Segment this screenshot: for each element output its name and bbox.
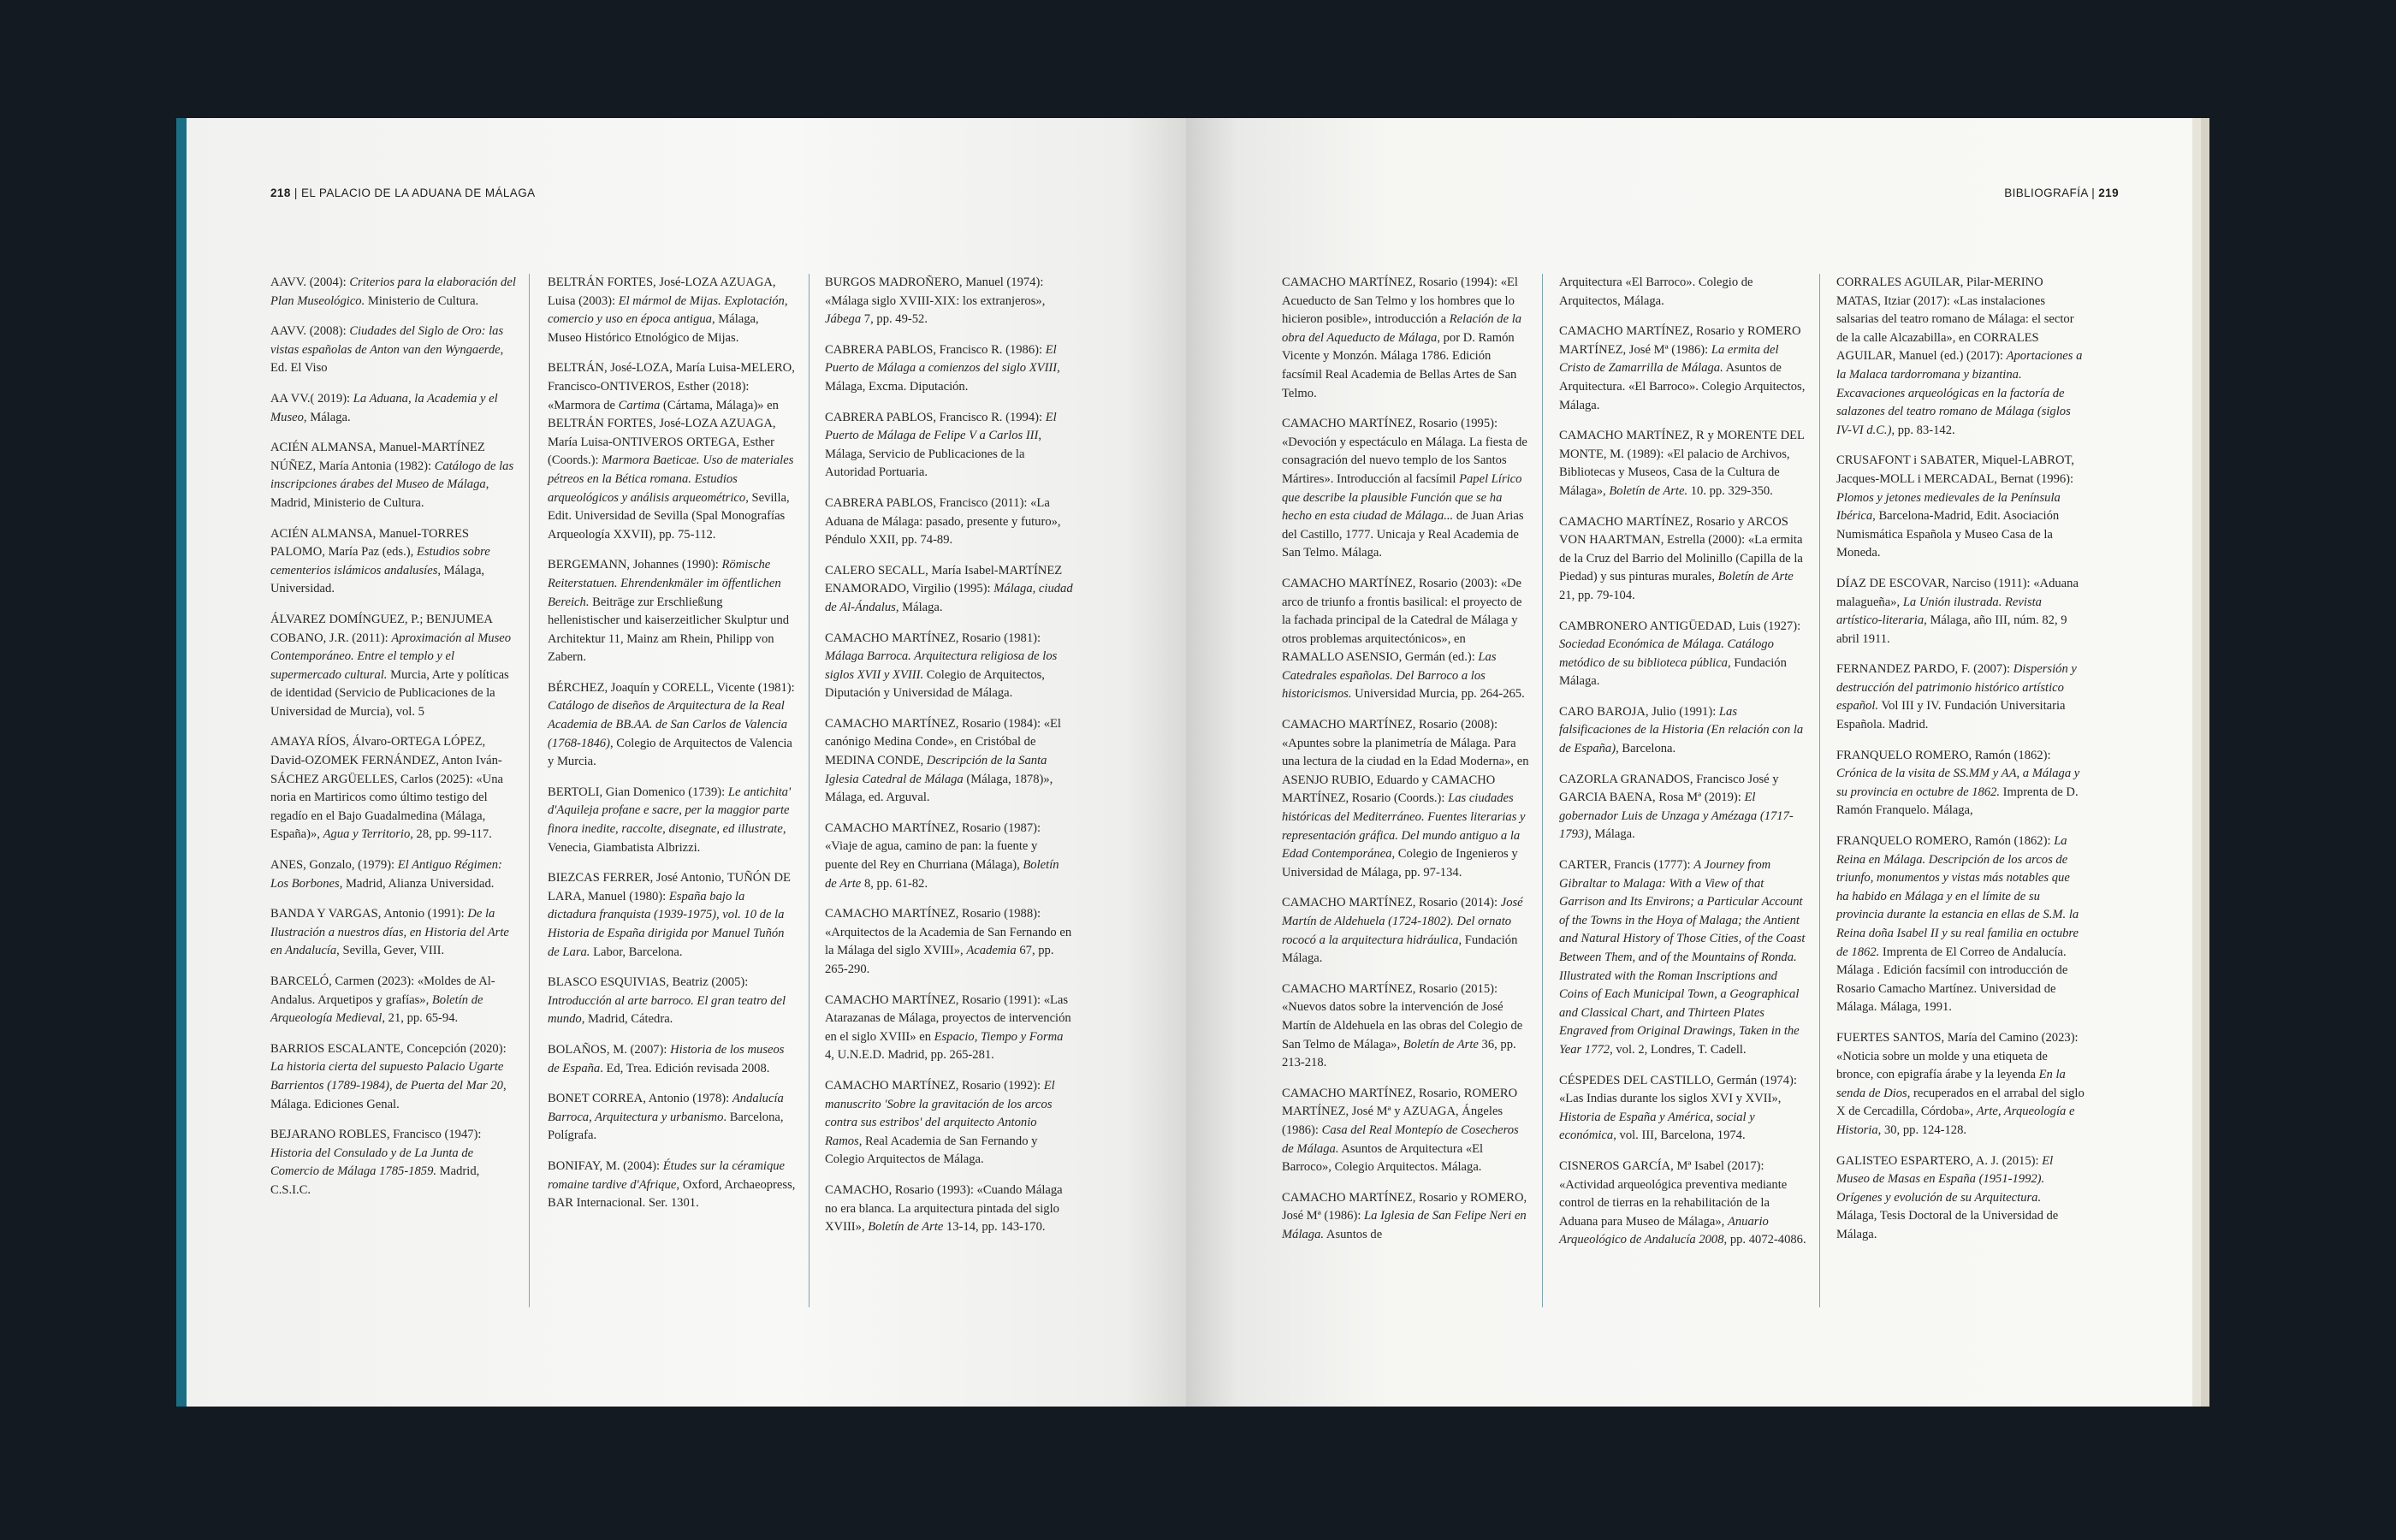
entry-text: CAMACHO MARTÍNEZ, Rosario (1992): xyxy=(825,1078,1044,1093)
bibliography-entry xyxy=(1836,575,2085,649)
entry-text: . Ed, Trea. Edición revisada 2008. xyxy=(600,1061,770,1075)
bibliography-entry xyxy=(548,869,796,962)
entry-text: , pp. 83-142. xyxy=(1891,423,1955,437)
entry-title: Las ciudades históricas del Mediterráneo. Fuentes literarias y representación gráfica. Del mundo antiguo a la Edad Contemporánea xyxy=(1282,791,1526,862)
entry-text: , 21, pp. 65-94. xyxy=(382,1011,459,1026)
bibliography-entry xyxy=(1559,274,1807,311)
bibliography-entry xyxy=(825,992,1073,1065)
column-rule xyxy=(1819,274,1820,1307)
entry-text: CAMACHO MARTÍNEZ, Rosario y ARCOS VON HAARTMAN, Estrella (2000): «La ermita de la Cruz del Barrio del Molinillo (Capilla de la Piedad) y sus pinturas murales, xyxy=(1559,514,1803,584)
entry-text: CAMACHO MARTÍNEZ, Rosario (2003): «De arco de triunfo a frontis basilical: el proyecto de la fachada principal de la Catedral de Málaga y otros problemas arquitectónicos», en RAMALLO ASENSIO, Germán (ed.): xyxy=(1282,576,1522,665)
entry-text: , Sevilla, Gever, VIII. xyxy=(336,944,445,958)
entry-title: Historia de los museos de España xyxy=(548,1042,785,1075)
bibliography-entry xyxy=(270,525,519,599)
entry-text: CABRERA PABLOS, Francisco R. (1986): xyxy=(825,342,1046,357)
entry-text: , Real Academia de San Fernando y Colegio Arquitectos de Málaga. xyxy=(825,1134,1038,1167)
entry-text: 8, pp. 61-82. xyxy=(861,876,928,891)
entry-title: Jábega xyxy=(825,312,862,327)
entry-title: Aproximación al Museo Contemporáneo. Entre el templo y el supermercado cultural. xyxy=(270,631,512,682)
entry-title: Boletín de Arte xyxy=(1717,570,1794,584)
entry-text: CAMACHO MARTÍNEZ, Rosario (1987): «Viaje de agua, camino de pan: la fuente y puente del Rey en Churriana (Málaga), xyxy=(825,820,1041,873)
entry-text: CAMACHO MARTÍNEZ, Rosario (1991): «Las Atarazanas de Málaga, proyectos de intervención en el siglo XVIII» en xyxy=(825,992,1071,1044)
entry-title: La ermita del Cristo de Zamarrilla de Málaga. xyxy=(1559,342,1779,376)
entry-text: AAVV. (2008): xyxy=(270,324,350,339)
entry-text: CAMACHO MARTÍNEZ, Rosario (2015): «Nuevos datos sobre la intervención de José Martín de Aldehuela en las obras del Colegio de San Telmo de Málaga», xyxy=(1282,981,1523,1051)
entry-text: 67, pp. 265-290. xyxy=(825,944,1054,976)
entry-text: . Barcelona, Polígrafa. xyxy=(548,1110,784,1143)
entry-text: CRUSAFONT i SABATER, Miquel-LABROT, Jacques-MOLL i MERCADAL, Bernat (1996): xyxy=(1836,453,2074,486)
bibliography-entry xyxy=(825,495,1073,550)
left-running-header xyxy=(270,187,536,199)
bibliography-column xyxy=(825,274,1073,1249)
entry-text: Málaga, Tesis Doctoral de la Universidad de Málaga. xyxy=(1836,1209,2059,1241)
column-rule xyxy=(1542,274,1543,1307)
bibliography-entry xyxy=(1559,427,1807,500)
book-spread xyxy=(176,118,2209,1407)
entry-title: Estudios sobre cementerios islámicos andalusíes xyxy=(270,545,490,578)
entry-text: ACIÉN ALMANSA, Manuel-TORRES PALOMO, María Paz (eds.), xyxy=(270,526,470,560)
bibliography-entry xyxy=(548,359,796,544)
entry-text: BOLAÑOS, M. (2007): xyxy=(548,1042,671,1057)
bibliography-column xyxy=(1282,274,1530,1257)
bibliography-entry xyxy=(548,974,796,1029)
entry-title: España bajo la dictadura franquista (1939-1975), vol. 10 de la Historia de España dirigida por Manuel Tuñón de Lara. xyxy=(548,889,785,959)
bibliography-entry xyxy=(548,274,796,347)
bibliography-entry xyxy=(1282,1085,1530,1177)
bibliography-entry xyxy=(1559,618,1807,691)
entry-text: Madrid, C.S.I.C. xyxy=(270,1164,480,1197)
entry-text: CAMACHO, Rosario (1993): «Cuando Málaga no era blanca. La arquitectura pintada del siglo XVIII», xyxy=(825,1182,1063,1235)
bibliography-entry xyxy=(270,439,519,512)
entry-text: BÉRCHEZ, Joaquín y CORELL, Vicente (1981): xyxy=(548,680,795,695)
entry-text: CAMACHO MARTÍNEZ, Rosario (2008): «Apuntes sobre la planimetría de Málaga. Para una lectura de la ciudad en la Edad Moderna», en ASENJO RUBIO, Eduardo y CAMACHO MARTÍNEZ, Rosario (Coords.): xyxy=(1282,718,1529,806)
entry-text: , Madrid, Alianza Universidad. xyxy=(339,876,495,891)
bibliography-entry xyxy=(1559,703,1807,759)
entry-text: BLASCO ESQUIVIAS, Beatriz (2005): xyxy=(548,975,749,990)
bibliography-entry xyxy=(825,409,1073,483)
entry-text: BERGEMANN, Johannes (1990): xyxy=(548,558,722,572)
entry-text: Murcia, Arte y políticas de identidad (Servicio de Publicaciones de la Universidad de Murcia), vol. 5 xyxy=(270,667,509,719)
entry-text: CAZORLA GRANADOS, Francisco José y GARCIA BAENA, Rosa Mª (2019): xyxy=(1559,772,1779,805)
bibliography-entry xyxy=(270,323,519,378)
bibliography-entry xyxy=(1282,716,1530,882)
bibliography-entry xyxy=(825,1182,1073,1237)
entry-text: , Fundación Málaga. xyxy=(1282,933,1518,966)
bibliography-entry xyxy=(1282,415,1530,563)
entry-text: Arquitectura «El Barroco». Colegio de Arquitectos, Málaga. xyxy=(1559,275,1753,308)
bibliography-entry xyxy=(1559,1158,1807,1250)
bibliography-entry xyxy=(548,1090,796,1146)
entry-title: Boletín de Arte xyxy=(825,858,1059,891)
entry-title: El Puerto de Málaga de Felipe V a Carlos III xyxy=(825,410,1057,443)
bibliography-entry xyxy=(548,784,796,857)
entry-text: BELTRÁN, José-LOZA, María Luisa-MELERO, Francisco-ONTIVEROS, Esther (2018): «Marmora de xyxy=(548,361,795,412)
entry-text: , Barcelona-Madrid, Edit. Asociación Numismática Española y Museo Casa de la Moneda. xyxy=(1836,509,2060,560)
entry-title: Boletín de Arte xyxy=(1403,1037,1479,1051)
entry-title: Málaga, ciudad de Al-Ándalus xyxy=(825,582,1073,614)
bibliography-entry xyxy=(270,1040,519,1114)
bibliography-entry xyxy=(548,556,796,667)
entry-text: , por D. Ramón Vicente y Monzón. Málaga 1786. Edición facsímil Real Academia de Bellas Artes de San Telmo. xyxy=(1282,330,1517,400)
entry-text: CAMACHO MARTÍNEZ, Rosario (1988): «Arquitectos de la Academia de San Fernando en la Málaga del siglo XVIII», xyxy=(825,907,1072,958)
entry-text: , Málaga, Universidad. xyxy=(270,563,485,596)
header-separator: | xyxy=(294,187,298,199)
entry-text: , Málaga, año III, núm. 82, 9 abril 1911. xyxy=(1836,613,2067,646)
bibliography-entry xyxy=(825,1077,1073,1170)
bibliography-entry xyxy=(548,1041,796,1078)
entry-text: CAMBRONERO ANTIGÜEDAD, Luis (1927): xyxy=(1559,619,1801,633)
bibliography-column xyxy=(548,274,796,1225)
entry-text: , Málaga. Ediciones Genal. xyxy=(270,1078,507,1111)
entry-text: , 30, pp. 124-128. xyxy=(1877,1122,1967,1137)
entry-title: Criterios para la elaboración del Plan Museológico. xyxy=(270,275,516,308)
entry-text: ANES, Gonzalo, (1979): xyxy=(270,858,398,873)
entry-text: , Málaga, Excma. Diputación. xyxy=(825,361,1060,394)
bibliography-entry xyxy=(270,274,519,311)
bibliography-entry xyxy=(270,1126,519,1199)
bibliography-column xyxy=(1559,274,1807,1262)
entry-title: Plomos y jetones medievales de la Península Ibérica xyxy=(1836,490,2061,524)
bibliography-entry xyxy=(825,341,1073,397)
entry-text: GALISTEO ESPARTERO, A. J. (2015): xyxy=(1836,1153,2043,1168)
entry-text: , Málaga, Museo Histórico Etnológico de Mijas. xyxy=(548,312,759,345)
entry-text: CAMACHO MARTÍNEZ, Rosario (1995): «Devoción y espectáculo en Málaga. La fiesta de consagración del nuevo templo de los Santos Mártires». Introducción al facsímil xyxy=(1282,417,1527,486)
entry-title: Catálogo de las inscripciones árabes del Museo de Málaga xyxy=(270,459,514,492)
entry-text: 10. pp. 329-350. xyxy=(1687,483,1773,498)
bibliography-entry xyxy=(1282,1189,1530,1245)
entry-title: Academia xyxy=(966,944,1017,958)
entry-text: CAMACHO MARTÍNEZ, Rosario (1984): «El canónigo Medina Conde», en Cristóbal de MEDINA CONDE, xyxy=(825,716,1061,768)
entry-title: El Museo de Masas en España (1951-1992). Orígenes y evolución de su Arquitectura. xyxy=(1836,1153,2054,1205)
entry-text: BURGOS MADROÑERO, Manuel (1974): «Málaga siglo XVIII-XIX: los extranjeros», xyxy=(825,275,1046,308)
entry-text: FRANQUELO ROMERO, Ramón (1862): xyxy=(1836,834,2055,849)
entry-title: Historia del Consulado y de La Junta de Comercio de Málaga 1785-1859. xyxy=(270,1146,474,1179)
bibliography-entry xyxy=(1282,894,1530,968)
entry-title: La Aduana, la Academia y el Museo xyxy=(270,391,498,424)
right-running-header xyxy=(2004,187,2119,199)
entry-title: Dispersión y destrucción del patrimonio histórico artístico español. xyxy=(1836,662,2077,714)
entry-title: Crónica de la visita de SS.MM y AA, a Málaga y su provincia en octubre de 1862. xyxy=(1836,767,2080,799)
entry-text: , Fundación Málaga. xyxy=(1559,655,1787,689)
entry-text: ÁLVAREZ DOMÍNGUEZ, P.; BENJUMEA COBANO, J.R. (2011): xyxy=(270,612,493,645)
entry-text: , Barcelona. xyxy=(1616,742,1676,756)
entry-title: Málaga Barroca. Arquitectura religiosa de los siglos XVII y XVIII. xyxy=(825,649,1058,682)
bibliography-entry xyxy=(1282,575,1530,704)
bibliography-entry xyxy=(1559,771,1807,844)
entry-title: Andalucía Barroca, Arquitectura y urbanismo xyxy=(548,1092,784,1124)
cover-board-edge xyxy=(2201,118,2209,1407)
entry-text: 36, pp. 213-218. xyxy=(1282,1037,1516,1070)
entry-title: Descripción de la Santa Iglesia Catedral de Málaga xyxy=(825,754,1047,786)
entry-title: El manuscrito 'Sobre la gravitación de los arcos contra sus estribos' del arquitecto Antonio Ramos xyxy=(825,1078,1055,1148)
entry-text: BONET CORREA, Antonio (1978): xyxy=(548,1092,732,1106)
entry-title: En la senda de Dios xyxy=(1836,1068,2066,1100)
entry-title: Las falsificaciones de la Historia (En relación con la de España) xyxy=(1559,704,1804,756)
entry-text: CORRALES AGUILAR, Pilar-MERINO MATAS, Itziar (2017): «Las instalaciones salsarias del teatro romano de Málaga: el sector de la calle Alcazabilla», en CORRALES AGUILAR, Manuel (ed.) (2017): xyxy=(1836,275,2074,364)
entry-text: CABRERA PABLOS, Francisco (2011): «La Aduana de Málaga: pasado, presente y futuro», Péndulo XXII, pp. 74-89. xyxy=(825,495,1061,548)
entry-title: Las Catedrales españolas. Del Barroco a los historicismos. xyxy=(1282,650,1497,702)
left-page xyxy=(176,118,1186,1407)
entry-title: Anuario Arqueológico de Andalucía 2008 xyxy=(1559,1214,1769,1247)
entry-text: FUERTES SANTOS, María del Camino (2023): «Noticia sobre un molde y una etiqueta de bronce, con epigrafía árabe y la leyenda xyxy=(1836,1030,2079,1082)
bibliography-entry xyxy=(1836,1029,2085,1140)
entry-text: de Juan Arias del Castillo, 1777. Unicaja y Real Academia de San Telmo. Málaga. xyxy=(1282,509,1524,560)
entry-text: , Colegio de Ingenieros y Universidad de Málaga, pp. 97-134. xyxy=(1282,847,1518,880)
entry-text: , vol. III, Barcelona, 1974. xyxy=(1613,1128,1746,1143)
entry-text: (Cártama, Málaga)» en BELTRÁN FORTES, José-LOZA AZUAGA, María Luisa-ONTIVEROS ORTEGA, Esther (Coords.): xyxy=(548,398,779,468)
bibliography-entry xyxy=(270,733,519,844)
entry-title: Sociedad Económica de Málaga. Catálogo metódico de su biblioteca pública xyxy=(1559,637,1774,670)
entry-text: Imprenta de D. Ramón Franquelo. Málaga, xyxy=(1836,785,2079,818)
entry-title: El Antiguo Régimen: Los Borbones xyxy=(270,858,502,891)
entry-title: Le antichita' d'Aquileja profane e sacre, per la maggior parte finora inedite, raccolte, disegnate, ed illustrate xyxy=(548,785,792,837)
entry-text: CALERO SECALL, María Isabel-MARTÍNEZ ENAMORADO, Virgilio (1995): xyxy=(825,563,1063,596)
entry-title: Catálogo de diseños de Arquitectura de la Real Academia de BB.AA. de San Carlos de Valencia (1768-1846) xyxy=(548,699,788,750)
bibliography-entry xyxy=(270,611,519,722)
entry-title: La Unión ilustrada. Revista artístico-literaria xyxy=(1836,595,2042,628)
entry-title: Arte, Arqueología e Historia xyxy=(1836,1105,2075,1137)
bibliography-entry xyxy=(825,715,1073,808)
bibliography-entry xyxy=(1559,856,1807,1060)
bibliography-entry xyxy=(825,820,1073,893)
entry-text: Beiträge zur Erschließung hellenistischer und kaiserzeitlicher Skulptur und Architektur 11, Mainz am Rhein, Philipp von Zabern. xyxy=(548,595,790,665)
header-separator: | xyxy=(2091,187,2096,199)
entry-text: BERTOLI, Gian Domenico (1739): xyxy=(548,785,728,799)
entry-text: 13-14, pp. 143-170. xyxy=(943,1220,1046,1235)
bibliography-entry xyxy=(270,905,519,961)
column-rule xyxy=(809,274,810,1307)
entry-text: , vol. 2, Londres, T. Cadell. xyxy=(1610,1042,1747,1057)
entry-text: FRANQUELO ROMERO, Ramón (1862): xyxy=(1836,748,2051,762)
entry-text: , Ed. El Viso xyxy=(270,342,504,376)
bibliography-entry xyxy=(270,856,519,893)
entry-text: BIEZCAS FERRER, José Antonio, TUÑÓN DE LARA, Manuel (1980): xyxy=(548,871,791,903)
page-block-edge xyxy=(2192,118,2201,1407)
entry-text: FERNANDEZ PARDO, F. (2007): xyxy=(1836,662,2013,677)
entry-title: Boletín de Arte xyxy=(868,1220,944,1235)
entry-text: BELTRÁN FORTES, José-LOZA AZUAGA, Luisa (2003): xyxy=(548,275,776,308)
entry-title: Boletín de Arte. xyxy=(1609,483,1688,498)
bibliography-entry xyxy=(270,973,519,1028)
entry-text: 21, pp. 79-104. xyxy=(1559,588,1635,602)
bibliography-entry xyxy=(825,630,1073,703)
entry-title: Introducción al arte barroco. El gran teatro del mundo xyxy=(548,993,786,1027)
column-rule xyxy=(529,274,530,1307)
entry-title: A Journey from Gibraltar to Malaga: With a View of that Garrison and Its Environs; a Particular Account of the Towns in the Hoya of Malaga; the Antient and Natural History of Those Cities, of the Coast Between Them, and of the Mountains of Ronda. Illustrated with the Roman Inscriptions and Coins of Each Municipal Town, a Geographical and Classical Chart, and Thirteen Plates Engraved from Original Drawings, Taken in the Year 1772 xyxy=(1559,858,1806,1057)
bibliography-entry xyxy=(1559,513,1807,606)
right-page-number: 219 xyxy=(2098,187,2119,199)
entry-text: Labor, Barcelona. xyxy=(590,945,683,959)
entry-text: , recuperados en el arrabal del siglo X de Cercadilla, Córdoba», xyxy=(1836,1086,2085,1119)
bibliography-column xyxy=(270,274,519,1212)
entry-text: (Málaga, 1878)», Málaga, ed. Arguval. xyxy=(825,772,1053,805)
entry-text: BARRIOS ESCALANTE, Concepción (2020): xyxy=(270,1041,507,1056)
entry-title: Cartima xyxy=(618,398,661,412)
bibliography-entry xyxy=(1836,452,2085,563)
left-header-title: EL PALACIO DE LA ADUANA DE MÁLAGA xyxy=(300,187,536,199)
entry-text: AAVV. (2004): xyxy=(270,275,350,289)
entry-text: Universidad Murcia, pp. 264-265. xyxy=(1351,687,1525,702)
entry-text: , 28, pp. 99-117. xyxy=(410,827,492,842)
entry-text: BEJARANO ROBLES, Francisco (1947): xyxy=(270,1128,482,1142)
right-header-title: BIBLIOGRAFÍA xyxy=(2004,187,2089,199)
entry-text: CARO BAROJA, Julio (1991): xyxy=(1559,704,1719,719)
entry-text: 7, pp. 49-52. xyxy=(861,312,928,327)
right-page xyxy=(1186,118,2209,1407)
bibliography-entry xyxy=(1559,1072,1807,1146)
entry-text: Colegio de Arquitectos, Diputación y Universidad de Málaga. xyxy=(825,667,1045,701)
entry-text: AA VV.( 2019): xyxy=(270,391,353,406)
entry-text: 4, U.N.E.D. Madrid, pp. 265-281. xyxy=(825,1048,994,1063)
entry-title: Agua y Territorio xyxy=(323,827,411,842)
entry-text: Imprenta de El Correo de Andalucía. Málaga . Edición facsímil con introducción de Rosario Camacho Martínez. Universidad de Málaga. Málaga, 1991. xyxy=(1836,945,2068,1015)
bibliography-entry xyxy=(1282,274,1530,403)
bibliography-entry xyxy=(1836,747,2085,820)
entry-title: Espacio, Tiempo y Forma xyxy=(934,1029,1064,1044)
bibliography-entry xyxy=(1836,832,2085,1017)
entry-text: Vol III y IV. Fundación Universitaria Española. Madrid. xyxy=(1836,699,2066,732)
entry-text: , Colegio de Arquitectos de Valencia y Murcia. xyxy=(548,736,792,769)
entry-text: CAMACHO MARTÍNEZ, Rosario (2014): xyxy=(1282,896,1501,910)
entry-text: Asuntos de Arquitectura. «El Barroco». Colegio Arquitectos, Málaga. xyxy=(1559,361,1806,412)
bibliography-entry xyxy=(1559,323,1807,415)
entry-title: Casa del Real Montepío de Cosecheros de Málaga. xyxy=(1282,1122,1519,1156)
entry-text: DÍAZ DE ESCOVAR, Narciso (1911): «Aduana malagueña», xyxy=(1836,576,2079,609)
entry-title: Relación de la obra del Aqueducto de Málaga xyxy=(1282,312,1522,345)
entry-text: CAMACHO MARTÍNEZ, Rosario y ROMERO MARTÍNEZ, José Mª (1986): xyxy=(1559,324,1801,357)
entry-text: , Málaga, Servicio de Publicaciones de la Autoridad Portuaria. xyxy=(825,429,1042,480)
entry-title: De la Ilustración a nuestros días, en Historia del Arte en Andalucía xyxy=(270,907,509,958)
entry-text: , pp. 4072-4086. xyxy=(1723,1233,1806,1247)
entry-text: , Madrid, Cátedra. xyxy=(581,1012,673,1027)
entry-title: El gobernador Luis de Unzaga y Amézaga (1717-1793) xyxy=(1559,791,1794,842)
bibliography-entry xyxy=(270,390,519,427)
entry-title: Römische Reiterstatuen. Ehrendenkmäler im öffentlichen Bereich. xyxy=(548,558,781,609)
entry-title: La Iglesia de San Felipe Neri en Málaga. xyxy=(1282,1209,1527,1241)
entry-text: Asuntos de Arquitectura «El Barroco», Colegio Arquitectos. Málaga. xyxy=(1282,1141,1484,1175)
entry-title: Boletín de Arqueología Medieval xyxy=(270,992,483,1026)
entry-text: CABRERA PABLOS, Francisco R. (1994): xyxy=(825,410,1046,424)
entry-title: Marmora Baeticae. Uso de materiales pétreos en la Bética romana. Estudios arqueológicos y análisis arqueométrico xyxy=(548,453,794,505)
entry-text: , Oxford, Archaeopress, BAR Internacional. Ser. 1301. xyxy=(548,1177,796,1211)
entry-text: CAMACHO MARTÍNEZ, Rosario y ROMERO, José Mª (1986): xyxy=(1282,1190,1527,1223)
entry-title: Historia de España y América, social y económica xyxy=(1559,1110,1755,1143)
bibliography-entry xyxy=(548,679,796,772)
entry-title: Études sur la céramique romaine tardive d'Afrique xyxy=(548,1158,786,1192)
bibliography-entry xyxy=(1836,274,2085,440)
entry-text: BARCELÓ, Carmen (2023): «Moldes de Al-Andalus. Arquetipos y grafías», xyxy=(270,974,495,1007)
entry-text: CAMACHO MARTÍNEZ, R y MORENTE DEL MONTE, M. (1989): «El palacio de Archivos, Bibliotecas y Museos, Casa de la Cultura de Málaga», xyxy=(1559,429,1805,498)
entry-title: El Puerto de Málaga a comienzos del siglo XVIII xyxy=(825,342,1058,376)
entry-text: , Madrid, Ministerio de Cultura. xyxy=(270,477,489,510)
entry-text: CÉSPEDES DEL CASTILLO, Germán (1974): «Las Indias durante los siglos XVI y XVII», xyxy=(1559,1073,1797,1106)
bibliography-column xyxy=(1836,274,2085,1257)
entry-text: CAMACHO MARTÍNEZ, Rosario, ROMERO MARTÍNEZ, José Mª y AZUAGA, Ángeles (1986): xyxy=(1282,1086,1518,1137)
entry-title: Papel Lírico que describe la plausible Función que se ha hecho en esta ciudad de Málaga... xyxy=(1282,471,1522,524)
bibliography-entry xyxy=(548,1158,796,1213)
entry-text: CAMACHO MARTÍNEZ, Rosario (1981): xyxy=(825,631,1041,645)
entry-text: , Venecia, Giambatista Albrizzi. xyxy=(548,822,786,855)
bibliography-entry xyxy=(825,905,1073,979)
entry-text: , Málaga. xyxy=(1588,827,1635,842)
bibliography-entry xyxy=(825,274,1073,329)
entry-title: La Reina en Málaga. Descripción de los arcos de triunfo, monumentos y vistas más notables que ha habido en Málaga y en el límite de su provincia durante la estancia en ellas de S.M. la Reina doña Isabel II y su real familia en octubre de 1862. xyxy=(1836,834,2079,959)
entry-text: Asuntos de xyxy=(1324,1227,1383,1241)
entry-title: La historia cierta del supuesto Palacio Ugarte Barrientos (1789-1984), de Puerta del Mar 20 xyxy=(270,1060,504,1093)
entry-text: CISNEROS GARCÍA, Mª Isabel (2017): «Actividad arqueológica preventiva mediante control de tierras en la rehabilitación de la Aduana para Museo de Málaga», xyxy=(1559,1158,1788,1229)
entry-title: José Martín de Aldehuela (1724-1802). Del ornato rococó a la arquitectura hidráulica xyxy=(1282,896,1523,947)
entry-text: ACIÉN ALMANSA, Manuel-MARTÍNEZ NÚÑEZ, María Antonia (1982): xyxy=(270,441,485,473)
entry-title: Ciudades del Siglo de Oro: las vistas españolas de Anton van den Wyngaerde xyxy=(270,324,504,357)
entry-text: CAMACHO MARTÍNEZ, Rosario (1994): «El Acueducto de San Telmo y los hombres que lo hicieron posible», introducción a xyxy=(1282,275,1518,327)
entry-text: AMAYA RÍOS, Álvaro-ORTEGA LÓPEZ, David-OZOMEK FERNÁNDEZ, Anton Iván-SÁCHEZ ARGÜELLES, Carlos (2025): «Una noria en Martiricos como último testigo del regadío en el Bajo Guadalmedina (Málaga, España)», xyxy=(270,735,503,842)
entry-text: , Málaga. xyxy=(303,410,351,424)
bibliography-entry xyxy=(1836,1152,2085,1245)
bibliography-entry xyxy=(825,562,1073,618)
entry-text: BONIFAY, M. (2004): xyxy=(548,1158,663,1173)
entry-title: Aportaciones a la Malaca tardorromana y bizantina. Excavaciones arqueológicas en la factoría de salazones del teatro romano de Málaga (siglos IV-VI d.C.) xyxy=(1836,349,2083,437)
entry-text: , Sevilla, Edit. Universidad de Sevilla (Spal Monografías Arqueología XXVII), pp. 75-112. xyxy=(548,490,790,542)
entry-text: CARTER, Francis (1777): xyxy=(1559,858,1694,873)
left-page-number: 218 xyxy=(270,187,291,199)
bibliography-entry xyxy=(1836,660,2085,734)
cover-edge-strip xyxy=(176,118,187,1407)
entry-title: El mármol de Mijas. Explotación, comercio y uso en época antigua xyxy=(548,293,788,327)
entry-text: BANDA Y VARGAS, Antonio (1991): xyxy=(270,907,468,921)
entry-text: Ministerio de Cultura. xyxy=(365,293,479,308)
entry-text: , Málaga. xyxy=(895,600,943,614)
bibliography-entry xyxy=(1282,980,1530,1073)
